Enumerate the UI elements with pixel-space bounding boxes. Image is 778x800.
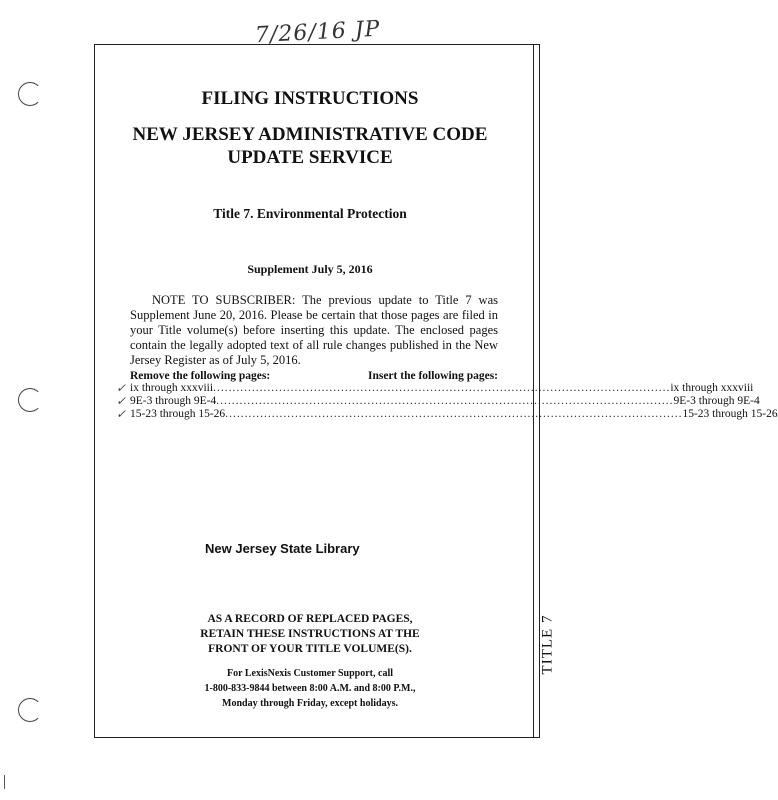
- library-stamp: New Jersey State Library: [205, 541, 360, 556]
- check-mark-icon: ✓: [116, 407, 127, 421]
- check-mark-icon: ✓: [116, 381, 127, 395]
- leader-dots: ......................................................................................................................: [216, 395, 674, 407]
- supplement-date: Supplement July 5, 2016: [247, 262, 373, 276]
- table-row: [116, 394, 760, 408]
- pages-table-header: [130, 370, 498, 382]
- remove-pages-header: Remove the following pages:: [130, 370, 271, 382]
- leader-dots: ......................................................................................................................: [213, 382, 671, 394]
- insert-pages-cell: ix through xxxviii: [670, 382, 754, 394]
- binder-hole-bottom: [18, 698, 42, 722]
- insert-pages-cell: 9E-3 through 9E-4: [673, 395, 760, 407]
- remove-pages-cell: ix through xxxviii: [130, 382, 214, 394]
- remove-pages-cell: 9E-3 through 9E-4: [130, 395, 217, 407]
- title-name: Title 7. Environmental Protection: [213, 206, 407, 221]
- check-mark-icon: ✓: [116, 394, 127, 408]
- remove-pages-cell: 15-23 through 15-26: [130, 408, 226, 420]
- record-line-1: AS A RECORD OF REPLACED PAGES,: [207, 613, 413, 625]
- customer-support: [100, 666, 520, 711]
- code-name-line1: NEW JERSEY ADMINISTRATIVE CODE: [132, 124, 488, 145]
- subscriber-note: NOTE TO SUBSCRIBER: The previous update to Title 7 was Supplement June 20, 2016. Please be certain that those pages are filed in your Title volume(s) before inserting this update. The enclosed pages contain the legally adopted text of all rule changes published in the New Jersey Register as of July 5, 2016.: [130, 293, 498, 367]
- record-line-3: FRONT OF YOUR TITLE VOLUME(S).: [208, 643, 412, 655]
- page-title: FILING INSTRUCTIONS: [201, 88, 419, 109]
- code-name-line2: UPDATE SERVICE: [227, 147, 393, 168]
- margin-mark: [4, 775, 5, 789]
- leader-dots: ......................................................................................................................: [225, 408, 683, 420]
- insert-pages-cell: 15-23 through 15-26: [682, 408, 778, 420]
- record-instructions: [100, 612, 520, 657]
- binder-hole-top: [18, 82, 42, 106]
- table-row: [116, 381, 754, 395]
- handwritten-date-annotation: 7/26/16 JP: [254, 16, 382, 49]
- support-line-2: 1-800-833-9844 between 8:00 A.M. and 8:00 P.M.,: [204, 683, 416, 694]
- insert-pages-header: Insert the following pages:: [367, 370, 498, 382]
- title-tab-label: TITLE 7: [539, 614, 556, 675]
- binder-hole-middle: [18, 388, 42, 412]
- support-line-1: For LexisNexis Customer Support, call: [226, 668, 393, 679]
- table-row: [116, 407, 778, 421]
- record-line-2: RETAIN THESE INSTRUCTIONS AT THE: [200, 628, 420, 640]
- support-line-3: Monday through Friday, except holidays.: [222, 698, 398, 709]
- pages-table: [116, 381, 778, 421]
